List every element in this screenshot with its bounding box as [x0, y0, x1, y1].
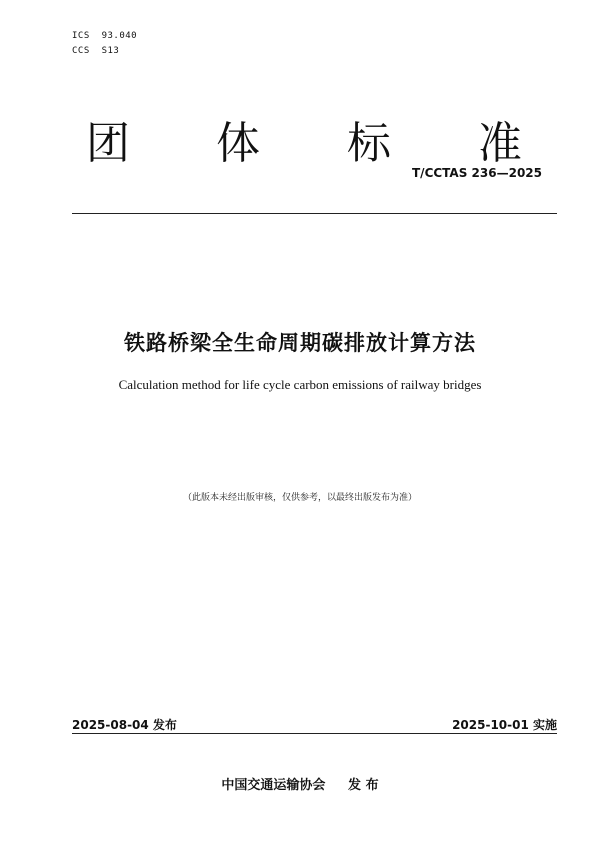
publish-date: 2025-08-04 发布	[72, 718, 177, 732]
standard-code: T/CCTAS 236—2025	[412, 166, 542, 180]
header-char-4: 准	[478, 118, 522, 169]
title-chinese: 铁路桥梁全生命周期碳排放计算方法	[124, 331, 476, 355]
bottom-divider	[72, 733, 557, 734]
ics-code: ICS 93.040	[72, 31, 138, 41]
publisher: 中国交通运输协会 发 布	[221, 778, 379, 793]
header-char-1: 团	[86, 118, 130, 169]
title-english: Calculation method for life cycle carbon emissions of railway bridges	[118, 377, 482, 392]
header-char-2: 体	[216, 118, 260, 169]
top-divider	[72, 213, 557, 214]
ccs-code: CCS S13	[72, 46, 120, 56]
implement-date: 2025-10-01 实施	[452, 718, 557, 732]
draft-note: （此版本未经出版审核，仅供参考，以最终出版发布为准）	[182, 493, 417, 503]
header-char-3: 标	[347, 118, 391, 169]
